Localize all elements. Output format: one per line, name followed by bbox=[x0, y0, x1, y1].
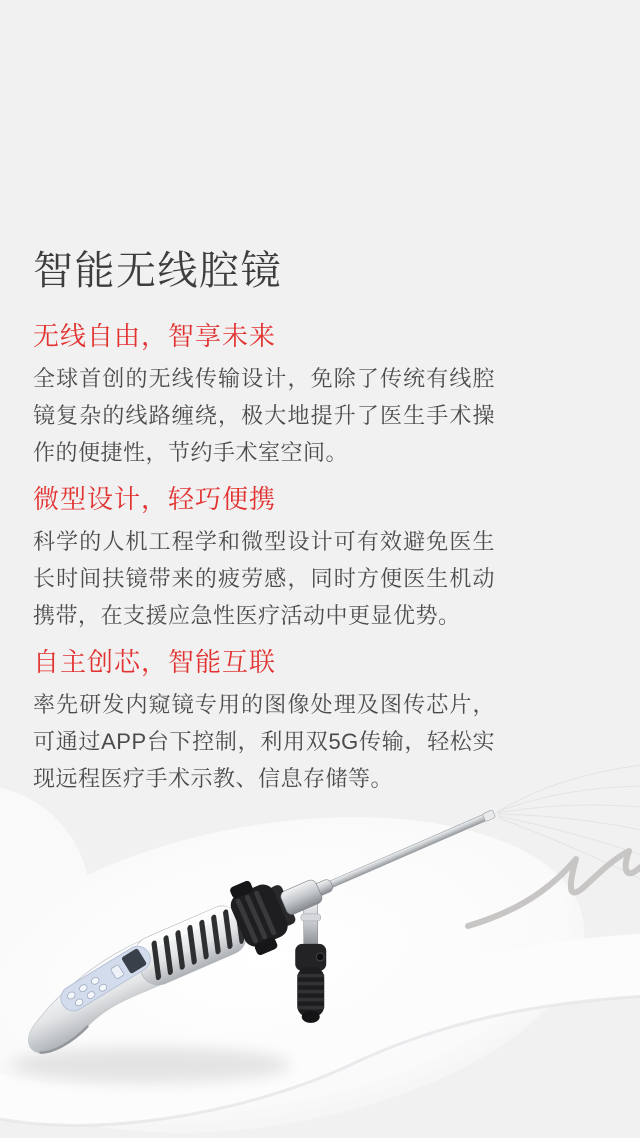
product-photo bbox=[0, 760, 640, 1138]
feature-section-compact bbox=[33, 485, 612, 634]
feature-body: 全球首创的无线传输设计，免除了传统有线腔镜复杂的线路缠绕，极大地提升了医生手术操作的便捷性，节约手术室空间。 bbox=[33, 365, 495, 465]
content-area bbox=[33, 250, 612, 797]
device-shadow bbox=[10, 1047, 290, 1083]
feature-body: 科学的人机工程学和微型设计可有效避免医生长时间扶镜带来的疲劳感，同时方便医生机动携带，在支援应急性医疗活动中更显优势。 bbox=[33, 528, 495, 628]
page-title: 智能无线腔镜 bbox=[33, 249, 282, 293]
feature-heading: 微型设计，轻巧便携 bbox=[33, 483, 277, 514]
feature-section-chip bbox=[33, 648, 612, 797]
feature-section-wireless bbox=[33, 322, 612, 471]
feature-heading: 无线自由，智享未来 bbox=[33, 321, 277, 351]
feature-heading: 自主创芯，智能互联 bbox=[33, 646, 277, 677]
feature-body: 率先研发内窥镜专用的图像处理及图传芯片，可通过APP台下控制，利用双5G传输，轻松实现远程医疗手术示教、信息存储等。 bbox=[33, 691, 495, 791]
